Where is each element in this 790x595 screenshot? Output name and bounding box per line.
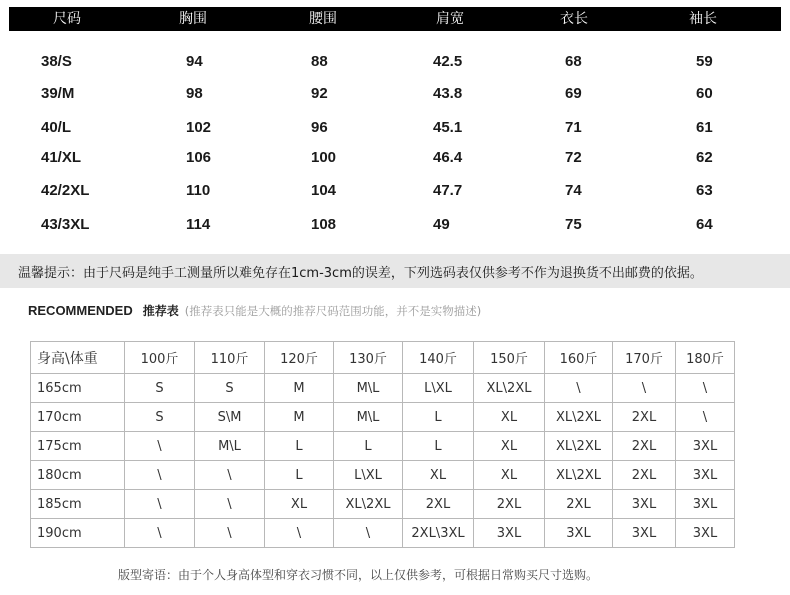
size-recommendation: 2XL [545,490,613,519]
size-header-cell: 尺码 [53,11,81,27]
recommended-heading [28,302,481,319]
size-recommendation: 3XL [676,432,735,461]
size-recommendation: XL [474,461,545,490]
table-row [31,374,735,403]
size-recommendation: \ [125,519,195,548]
size-recommendation: 3XL [613,490,676,519]
measurement-tip: 温馨提示：由于尺码是纯手工测量所以难免存在1cm-3cm的误差，下列选码表仅供参考不作为退换货不出邮费的依据。 [18,266,703,281]
size-recommendation: XL\2XL [474,374,545,403]
size-recommendation: 3XL [676,490,735,519]
size-recommendation: L\XL [403,374,474,403]
size-cell: 108 [311,216,337,233]
size-recommendation: L [265,432,334,461]
size-recommendation: \ [125,490,195,519]
size-cell: 43.8 [433,85,463,102]
size-cell: 62 [696,149,713,166]
size-recommendation: \ [265,519,334,548]
recommended-title: RECOMMENDED [28,303,133,318]
weight-header: 160斤 [545,342,613,374]
size-recommendation: XL\2XL [545,461,613,490]
size-cell: 47.7 [433,182,463,199]
size-cell: 42/2XL [41,182,90,199]
table-row [31,461,735,490]
size-cell: 104 [311,182,337,199]
fit-note-footer: 版型寄语：由于个人身高体型和穿衣习惯不同，以上仅供参考，可根据日常购买尺寸选购。 [118,568,599,582]
size-recommendation: 3XL [676,519,735,548]
size-recommendation: M [265,403,334,432]
size-recommendation: \ [195,519,265,548]
size-recommendation: XL [265,490,334,519]
size-recommendation: L [403,432,474,461]
size-cell: 40/L [41,119,72,136]
weight-header: 120斤 [265,342,334,374]
size-recommendation: 2XL [403,490,474,519]
weight-header: 180斤 [676,342,735,374]
weight-header: 170斤 [613,342,676,374]
height-cell: 165cm [31,374,125,403]
size-recommendation: L [334,432,403,461]
size-chart-row [0,49,790,75]
table-row [31,519,735,548]
size-cell: 63 [696,182,713,199]
size-chart-row [0,81,790,107]
size-cell: 71 [565,119,582,136]
size-recommendation: XL [474,403,545,432]
size-recommendation: \ [195,461,265,490]
recommended-title-cn: 推荐表 [142,304,179,318]
size-header-cell: 衣长 [560,11,588,27]
table-row [31,490,735,519]
size-recommendation: 2XL\3XL [403,519,474,548]
size-cell: 68 [565,53,582,70]
size-recommendation: \ [676,374,735,403]
corner-header: 身高\体重 [31,342,125,374]
table-header-row [31,342,735,374]
size-recommendation: 2XL [613,432,676,461]
weight-header: 140斤 [403,342,474,374]
weight-header: 150斤 [474,342,545,374]
size-cell: 88 [311,53,328,70]
size-recommendation: \ [676,403,735,432]
size-chart-row [0,145,790,171]
size-cell: 43/3XL [41,216,90,233]
size-cell: 96 [311,119,328,136]
size-chart-row [0,178,790,204]
size-recommendation: L [265,461,334,490]
size-recommendation: \ [545,374,613,403]
size-header-cell: 肩宽 [436,11,464,27]
size-cell: 106 [186,149,212,166]
size-chart-header [9,7,781,31]
size-cell: 69 [565,85,582,102]
height-cell: 180cm [31,461,125,490]
size-cell: 94 [186,53,203,70]
size-cell: 38/S [41,53,72,70]
size-recommendation: XL\2XL [545,432,613,461]
size-recommendation: \ [334,519,403,548]
size-recommendation: S [195,374,265,403]
size-recommendation: \ [125,461,195,490]
size-cell: 100 [311,149,337,166]
size-cell: 45.1 [433,119,463,136]
size-recommendation: S [125,403,195,432]
recommended-note: (推荐表只能是大概的推荐尺码范围功能，并不是实物描述) [184,304,482,318]
size-recommendation: 2XL [613,403,676,432]
size-recommendation: XL\2XL [334,490,403,519]
table-row [31,432,735,461]
size-recommendation: L\XL [334,461,403,490]
size-cell: 61 [696,119,713,136]
size-recommendation: XL [474,432,545,461]
size-cell: 39/M [41,85,75,102]
height-cell: 170cm [31,403,125,432]
size-chart-row [0,212,790,238]
size-chart-row [0,115,790,141]
size-cell: 92 [311,85,328,102]
size-recommendation: \ [195,490,265,519]
size-recommendation: 2XL [474,490,545,519]
size-cell: 42.5 [433,53,463,70]
size-cell: 72 [565,149,582,166]
size-recommendation: 3XL [474,519,545,548]
size-header-cell: 腰围 [309,11,337,27]
size-header-cell: 袖长 [689,11,717,27]
size-recommendation: 3XL [613,519,676,548]
weight-header: 110斤 [195,342,265,374]
weight-header: 100斤 [125,342,195,374]
size-recommendation: XL [403,461,474,490]
height-cell: 175cm [31,432,125,461]
recommendation-table [30,341,735,548]
height-cell: 190cm [31,519,125,548]
height-cell: 185cm [31,490,125,519]
size-recommendation: 3XL [545,519,613,548]
size-recommendation: XL\2XL [545,403,613,432]
size-cell: 64 [696,216,713,233]
size-recommendation: M\L [334,374,403,403]
size-cell: 59 [696,53,713,70]
size-recommendation: 2XL [613,461,676,490]
size-recommendation: M\L [195,432,265,461]
weight-header: 130斤 [334,342,403,374]
size-cell: 110 [186,182,211,199]
size-recommendation: \ [613,374,676,403]
size-cell: 75 [565,216,582,233]
size-recommendation: 3XL [676,461,735,490]
size-cell: 60 [696,85,713,102]
size-recommendation: \ [125,432,195,461]
size-cell: 41/XL [41,149,82,166]
size-recommendation: M [265,374,334,403]
size-cell: 102 [186,119,212,136]
size-cell: 114 [186,216,211,233]
size-cell: 46.4 [433,149,463,166]
size-header-cell: 胸围 [179,11,207,27]
size-cell: 49 [433,216,450,233]
size-recommendation: L [403,403,474,432]
size-recommendation: M\L [334,403,403,432]
size-cell: 74 [565,182,582,199]
table-row [31,403,735,432]
size-recommendation: S\M [195,403,265,432]
size-cell: 98 [186,85,203,102]
size-recommendation: S [125,374,195,403]
